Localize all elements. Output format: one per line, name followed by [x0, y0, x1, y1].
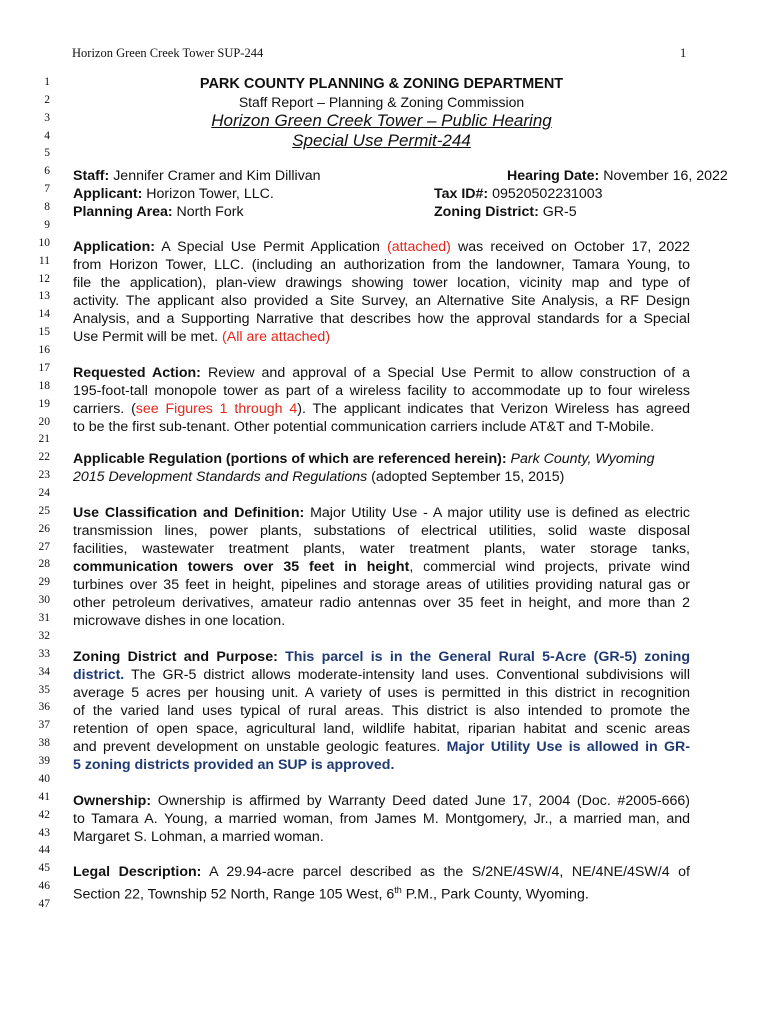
- tax-id-value: 09520502231003: [488, 186, 603, 202]
- zoning-district-label: Zoning District:: [434, 204, 539, 220]
- line-number: 13: [38, 290, 50, 303]
- hearing-date-label: Hearing Date:: [507, 168, 600, 184]
- line-number: 21: [38, 433, 50, 446]
- line-number: 16: [38, 344, 50, 357]
- line-number: 23: [38, 469, 50, 482]
- planning-area-label: Planning Area:: [73, 204, 173, 220]
- line-number: 36: [38, 701, 50, 714]
- zoning-line-6: and prevent development on unstable geologic features. Major Utility Use is allowed in GR-: [73, 739, 690, 755]
- regulation-line-2: 2015 Development Standards and Regulations (adopted September 15, 2015): [73, 469, 565, 485]
- application-line-4: activity. The applicant also provided a Site Survey, an Alternative Site Analysis, a RF Design: [73, 293, 690, 309]
- line-number: 14: [38, 308, 50, 321]
- zoning-line-3: average 5 acres per housing unit. A variety of uses is permitted in this district in recognition: [73, 685, 690, 701]
- line-number: 28: [38, 558, 50, 571]
- hearing-date-value: November 16, 2022: [599, 168, 728, 184]
- line-number: 41: [38, 790, 50, 803]
- requested-line-3: carriers. (see Figures 1 through 4). The applicant indicates that Verizon Wireless has agreed: [73, 401, 690, 417]
- legal-line-1: Legal Description: A 29.94-acre parcel described as the S/2NE/4SW/4, NE/4NE/4SW/4 of: [73, 864, 690, 880]
- tax-id-field: [434, 185, 714, 203]
- legal-line-2: Section 22, Township 52 North, Range 105 West, 6th P.M., Park County, Wyoming.: [73, 885, 589, 903]
- line-number: 39: [38, 755, 50, 768]
- line-number: 38: [38, 737, 50, 750]
- applicant-label: Applicant:: [73, 186, 143, 202]
- running-header-title: Horizon Green Creek Tower SUP-244: [72, 46, 264, 60]
- use-class-line-5: turbines over 35 feet in height, pipelines and storage areas of utilities providing natural gas or: [73, 577, 690, 593]
- line-number: 33: [38, 647, 50, 660]
- zoning-line-5: retention of open space, agricultural land, wildlife habitat, riparian habitat and scenic areas: [73, 721, 690, 737]
- line-number: 6: [44, 165, 50, 178]
- line-number: 20: [38, 415, 50, 428]
- line-number: 44: [38, 844, 50, 857]
- hearing-date-field: [507, 167, 728, 185]
- zoning-line-2: district. The GR-5 district allows moderate-intensity land uses. Conventional subdivisions will: [73, 667, 690, 683]
- line-number: 7: [44, 183, 50, 196]
- line-number: 27: [38, 540, 50, 553]
- all-attached-note: (All are attached): [222, 329, 331, 345]
- line-number: 15: [38, 326, 50, 339]
- application-line-1: Application: A Special Use Permit Application (attached) was received on October 17, 2022: [73, 239, 690, 255]
- ownership-label: Ownership:: [73, 793, 152, 809]
- permit-title: Special Use Permit-244: [292, 131, 471, 150]
- requested-action-label: Requested Action:: [73, 365, 201, 381]
- regulation-line-1: Applicable Regulation (portions of which are referenced herein): Park County, Wyoming: [73, 451, 655, 467]
- requested-line-1: Requested Action: Review and approval of a Special Use Permit to allow construction of a: [73, 365, 690, 381]
- line-number: 31: [38, 612, 50, 625]
- line-number: 10: [38, 236, 50, 249]
- line-number: 5: [44, 147, 50, 160]
- staff-label: Staff:: [73, 168, 110, 184]
- line-number: 29: [38, 576, 50, 589]
- legal-description-label: Legal Description:: [73, 864, 202, 880]
- staff-line: [73, 167, 728, 185]
- line-number: 2: [44, 93, 50, 106]
- applicant-value: Horizon Tower, LLC.: [142, 186, 274, 202]
- ownership-line-3: Margaret S. Lohman, a married woman.: [73, 829, 324, 845]
- use-class-line-4: communication towers over 35 feet in height, commercial wind projects, private wind: [73, 559, 690, 575]
- use-class-line-3: facilities, wastewater treatment plants, water treatment plants, water storage tanks,: [73, 541, 690, 557]
- line-number: 34: [38, 665, 50, 678]
- line-number: 32: [38, 629, 50, 642]
- planning-area-value: North Fork: [172, 204, 244, 220]
- line-number: 8: [44, 201, 50, 214]
- requested-line-2: 195-foot-tall monopole tower as part of a wireless facility to accommodate up to four wireless: [73, 383, 690, 399]
- application-line-6: Use Permit will be met. (All are attached): [73, 329, 331, 345]
- application-line-3: file the application), plan-view drawings showing tower location, vicinity map and type of: [73, 275, 690, 291]
- use-class-line-2: transmission lines, power plants, substations of electrical utilities, solid waste disposal: [73, 523, 690, 539]
- line-number: 18: [38, 379, 50, 392]
- regulation-label: Applicable Regulation (portions of which are referenced herein):: [73, 451, 507, 467]
- zoning-line-7: 5 zoning districts provided an SUP is approved.: [73, 757, 395, 773]
- line-number: 1: [44, 76, 50, 88]
- line-number: 46: [38, 880, 50, 893]
- zoning-line-1: Zoning District and Purpose: This parcel is in the General Rural 5-Acre (GR-5) zoning: [73, 649, 690, 665]
- use-class-line-6: other petroleum derivatives, amateur radio antennas over 35 feet in height, and more than 2: [73, 595, 690, 611]
- application-label: Application:: [73, 239, 155, 255]
- line-number: 25: [38, 504, 50, 517]
- line-number: 22: [38, 451, 50, 464]
- line-number: 35: [38, 683, 50, 696]
- page-number: 1: [680, 46, 687, 60]
- tower-height-emphasis: communication towers over 35 feet in height: [73, 559, 410, 575]
- department-heading: PARK COUNTY PLANNING & ZONING DEPARTMENT: [199, 76, 564, 92]
- line-number: 37: [38, 719, 50, 732]
- requested-line-4: to be the first sub-tenant. Other potential communication carriers include AT&T and T-Mobile.: [73, 419, 655, 435]
- use-class-line-1: Use Classification and Definition: Major Utility Use - A major utility use is defined as electric: [73, 505, 690, 521]
- report-subtitle: Staff Report – Planning & Zoning Commission: [238, 94, 525, 110]
- line-number: 17: [38, 361, 50, 374]
- application-line-2: from Horizon Tower, LLC. (including an authorization from the landowner, Tamara Young, to: [73, 257, 690, 273]
- line-number: 3: [44, 111, 50, 124]
- figures-reference: see Figures 1 through 4: [135, 401, 298, 417]
- line-number: 11: [38, 254, 50, 267]
- zoning-purpose-label: Zoning District and Purpose:: [73, 649, 278, 665]
- zoning-line-4: of the varied land uses typical of rural areas. This district is also intended to promote the: [73, 703, 690, 719]
- ownership-line-1: Ownership: Ownership is affirmed by Warranty Deed dated June 17, 2004 (Doc. #2005-666): [73, 793, 690, 809]
- line-number: 4: [44, 129, 50, 142]
- tax-id-label: Tax ID#:: [434, 186, 489, 202]
- use-class-line-7: microwave dishes in one location.: [73, 613, 286, 629]
- line-number: 26: [38, 522, 50, 535]
- line-number: 45: [38, 862, 50, 875]
- line-number: 30: [38, 594, 50, 607]
- line-number: 42: [38, 808, 50, 821]
- zoning-district-value: GR-5: [538, 204, 577, 220]
- use-class-label: Use Classification and Definition:: [73, 505, 305, 521]
- ownership-line-2: to Tamara A. Young, a married woman, from James M. Montgomery, Jr., a married man, and: [73, 811, 690, 827]
- hearing-title: Horizon Green Creek Tower – Public Hearing: [211, 111, 552, 130]
- line-number: 24: [38, 487, 50, 499]
- line-number: 47: [38, 898, 50, 911]
- application-line-5: Analysis, and a Supporting Narrative that describes how the approval standards for a Special: [73, 311, 690, 327]
- attached-note: (attached): [386, 239, 451, 255]
- line-number: 9: [44, 218, 50, 231]
- line-number: 19: [38, 397, 50, 410]
- staff-value: Jennifer Cramer and Kim Dillivan: [109, 168, 321, 184]
- line-number: 43: [38, 826, 50, 839]
- line-number: 12: [38, 272, 50, 285]
- zoning-district-field: [434, 203, 714, 221]
- line-number: 40: [38, 772, 50, 785]
